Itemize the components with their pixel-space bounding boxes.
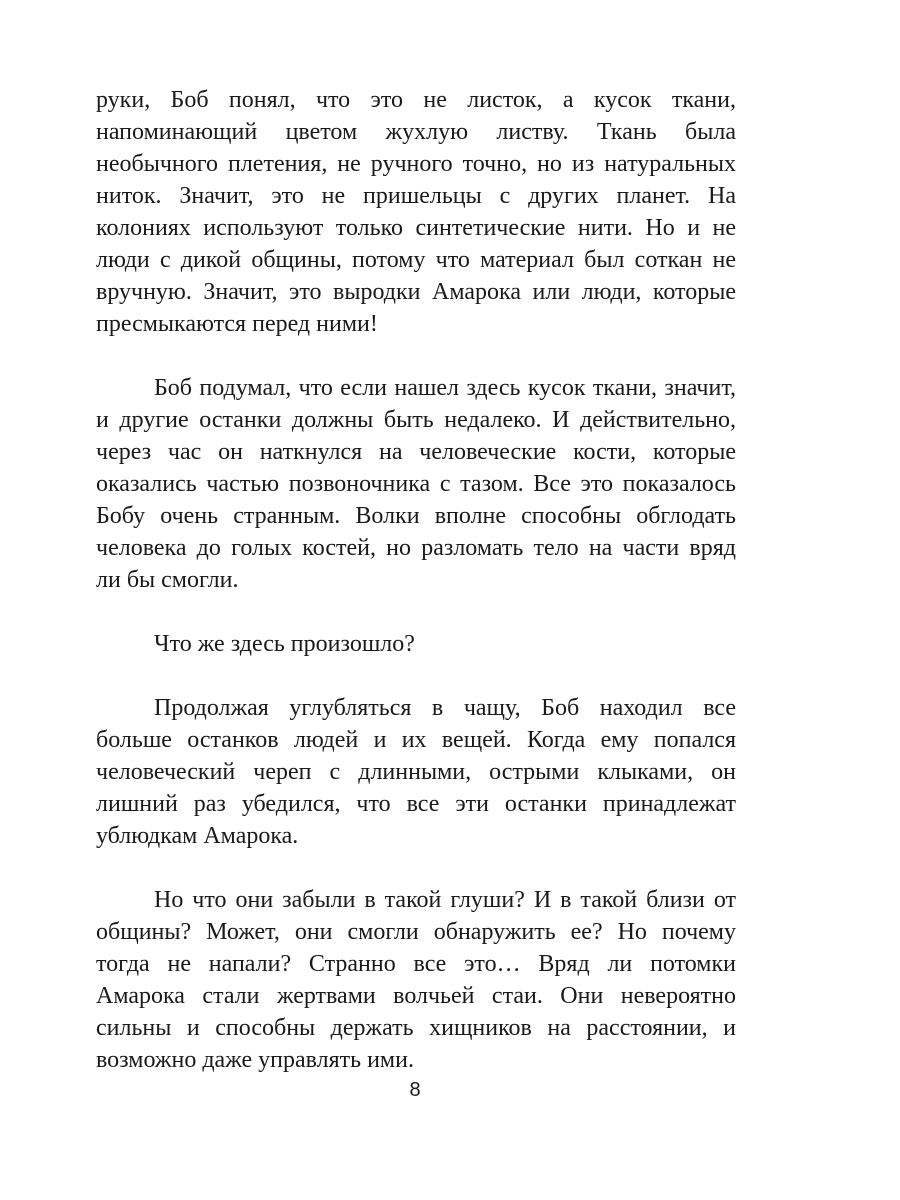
text-line: колониях используют только синтетические нити. Но и не — [96, 215, 736, 241]
text-line: и другие останки должны быть недалеко. И действительно, — [96, 407, 736, 433]
text-line: оказались частью позвоночника с тазом. Все это показалось — [96, 471, 736, 497]
text-line: тогда не напали? Странно все это… Вряд ли потомки — [96, 951, 736, 977]
text-line: лишний раз убедился, что все эти останки принадлежат — [96, 791, 736, 817]
text-line: напоминающий цветом жухлую листву. Ткань была — [96, 119, 736, 145]
text-line: люди с дикой общины, потому что материал был соткан не — [96, 247, 736, 273]
text-line: Продолжая углубляться в чащу, Боб находил все — [154, 695, 736, 721]
paragraph-1 — [96, 84, 736, 340]
text-line: возможно даже управлять ими. — [96, 1047, 414, 1073]
text-line: пресмыкаются перед ними! — [96, 311, 378, 337]
paragraph-4 — [96, 692, 736, 852]
text-line: необычного плетения, не ручного точно, но из натуральных — [96, 151, 736, 177]
text-line: ли бы смогли. — [96, 567, 239, 593]
text-line: человеческий череп с длинными, острыми клыками, он — [96, 759, 736, 785]
paragraph-gap — [96, 660, 736, 692]
paragraph-5 — [96, 884, 736, 1076]
text-line: больше останков людей и их вещей. Когда ему попался — [96, 727, 736, 753]
text-line: сильны и способны держать хищников на расстоянии, и — [96, 1015, 736, 1041]
paragraph-3 — [96, 628, 736, 660]
paragraph-gap — [96, 340, 736, 372]
text-line: руки, Боб понял, что это не листок, а кусок ткани, — [96, 87, 736, 113]
paragraph-gap — [96, 596, 736, 628]
page-number: 8 — [409, 1079, 421, 1101]
body-text — [96, 84, 736, 1076]
text-line: ниток. Значит, это не пришельцы с других планет. На — [96, 183, 736, 209]
text-line: Что же здесь произошло? — [154, 631, 415, 657]
text-line: Амарока стали жертвами волчьей стаи. Они невероятно — [96, 983, 736, 1009]
text-line: человека до голых костей, но разломать тело на части вряд — [96, 535, 736, 561]
text-line: Но что они забыли в такой глуши? И в такой близи от — [154, 887, 736, 913]
text-line: ублюдкам Амарока. — [96, 823, 299, 849]
text-line: Бобу очень странным. Волки вполне способны обглодать — [96, 503, 736, 529]
paragraph-gap — [96, 852, 736, 884]
paragraph-2 — [96, 372, 736, 596]
text-line: Боб подумал, что если нашел здесь кусок ткани, значит, — [154, 375, 736, 401]
text-line: через час он наткнулся на человеческие кости, которые — [96, 439, 736, 465]
text-line: вручную. Значит, это выродки Амарока или люди, которые — [96, 279, 736, 305]
text-line: общины? Может, они смогли обнаружить ее? Но почему — [96, 919, 736, 945]
